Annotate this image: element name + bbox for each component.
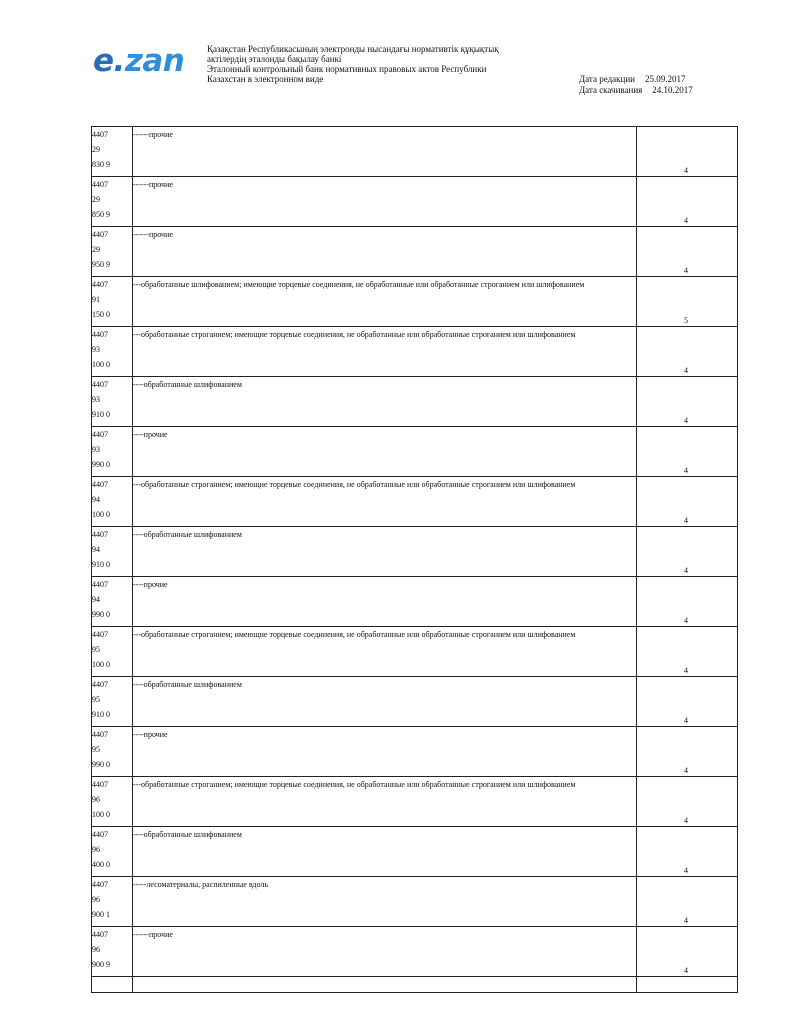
- rate-value: 4: [684, 416, 688, 425]
- tariff-table: [91, 126, 738, 993]
- rate-cell: [637, 427, 738, 477]
- code-cell: [92, 777, 133, 827]
- description-cell: ---обработанные строганием; имеющие торцевые соединения, не обработанные или обработанные строганием или шлифованием: [133, 627, 637, 677]
- code-part: 95: [92, 645, 100, 654]
- code-part: 910 0: [92, 410, 110, 419]
- code-cell: [92, 677, 133, 727]
- code-part: 830 9: [92, 160, 110, 169]
- header-dates: [579, 74, 693, 96]
- code-part: 910 0: [92, 710, 110, 719]
- empty-row: [92, 977, 738, 993]
- rate-cell: [637, 227, 738, 277]
- description-cell: ----прочие: [133, 427, 637, 477]
- table-row: [92, 277, 738, 327]
- code-cell: [92, 327, 133, 377]
- code-part: 4407: [92, 180, 108, 189]
- table-row: [92, 127, 738, 177]
- rate-cell: [637, 477, 738, 527]
- rate-value: 4: [684, 166, 688, 175]
- code-cell: [92, 627, 133, 677]
- code-part: 95: [92, 745, 100, 754]
- code-cell: [92, 727, 133, 777]
- description-cell: ---обработанные шлифованием; имеющие торцевые соединения, не обработанные или обработанные строганием или шлифованием: [133, 277, 637, 327]
- code-part: 93: [92, 345, 100, 354]
- description-cell: ------прочие: [133, 227, 637, 277]
- ezan-logo: e.zan: [93, 43, 185, 79]
- rate-cell: [637, 727, 738, 777]
- header-line: Қазақстан Республикасының электронды нысандағы нормативтік құқықтық: [207, 44, 499, 54]
- code-part: 94: [92, 545, 100, 554]
- empty-cell: [92, 977, 133, 993]
- code-part: 93: [92, 395, 100, 404]
- code-part: 4407: [92, 130, 108, 139]
- code-part: 4407: [92, 830, 108, 839]
- rate-value: 4: [684, 966, 688, 975]
- header-line: актілердің эталонды бақылау банкі: [207, 54, 342, 64]
- rate-cell: [637, 127, 738, 177]
- code-cell: [92, 127, 133, 177]
- code-part: 96: [92, 945, 100, 954]
- description-cell: ----обработанные шлифованием: [133, 527, 637, 577]
- rate-value: 4: [684, 566, 688, 575]
- code-part: 29: [92, 245, 100, 254]
- rate-value: 4: [684, 366, 688, 375]
- code-part: 4407: [92, 380, 108, 389]
- code-part: 96: [92, 895, 100, 904]
- table-row: [92, 727, 738, 777]
- table-row: [92, 777, 738, 827]
- description-cell: -----лесоматериалы, распиленные вдоль: [133, 877, 637, 927]
- description-cell: ---обработанные строганием; имеющие торцевые соединения, не обработанные или обработанные строганием или шлифованием: [133, 477, 637, 527]
- rate-cell: [637, 927, 738, 977]
- code-part: 29: [92, 195, 100, 204]
- code-part: 950 9: [92, 260, 110, 269]
- description-cell: ----прочие: [133, 577, 637, 627]
- code-part: 93: [92, 445, 100, 454]
- rate-cell: [637, 577, 738, 627]
- code-part: 96: [92, 795, 100, 804]
- code-cell: [92, 577, 133, 627]
- code-part: 96: [92, 845, 100, 854]
- table-row: [92, 377, 738, 427]
- code-part: 4407: [92, 580, 108, 589]
- description-cell: ------прочие: [133, 927, 637, 977]
- rate-cell: [637, 177, 738, 227]
- header-title: [207, 44, 499, 84]
- rate-cell: [637, 527, 738, 577]
- code-part: 4407: [92, 930, 108, 939]
- code-part: 150 0: [92, 310, 110, 319]
- table-row: [92, 827, 738, 877]
- code-part: 94: [92, 595, 100, 604]
- rate-value: 4: [684, 466, 688, 475]
- empty-cell: [133, 977, 637, 993]
- code-cell: [92, 427, 133, 477]
- code-part: 400 0: [92, 860, 110, 869]
- code-cell: [92, 177, 133, 227]
- code-part: 4407: [92, 780, 108, 789]
- code-cell: [92, 227, 133, 277]
- code-cell: [92, 377, 133, 427]
- code-part: 4407: [92, 480, 108, 489]
- download-date: Дата скачивания 24.10.2017: [579, 85, 693, 95]
- rate-value: 4: [684, 866, 688, 875]
- header-line: Казахстан в электронном виде: [207, 74, 324, 84]
- description-cell: ----прочие: [133, 727, 637, 777]
- rate-cell: [637, 677, 738, 727]
- rate-cell: [637, 877, 738, 927]
- header-line: Эталонный контрольный банк нормативных правовых актов Республики: [207, 64, 487, 74]
- table-row: [92, 427, 738, 477]
- code-part: 4407: [92, 680, 108, 689]
- code-part: 29: [92, 145, 100, 154]
- code-part: 100 0: [92, 510, 110, 519]
- rate-value: 4: [684, 216, 688, 225]
- code-part: 94: [92, 495, 100, 504]
- empty-cell: [637, 977, 738, 993]
- description-cell: ----обработанные шлифованием: [133, 377, 637, 427]
- table-row: [92, 227, 738, 277]
- code-part: 990 0: [92, 610, 110, 619]
- code-cell: [92, 827, 133, 877]
- code-part: 91: [92, 295, 100, 304]
- code-cell: [92, 477, 133, 527]
- table-row: [92, 327, 738, 377]
- code-part: 4407: [92, 230, 108, 239]
- edit-date: Дата редакции 25.09.2017: [579, 74, 686, 84]
- rate-value: 4: [684, 816, 688, 825]
- rate-value: 4: [684, 716, 688, 725]
- code-part: 900 9: [92, 960, 110, 969]
- table-row: [92, 527, 738, 577]
- rate-value: 4: [684, 916, 688, 925]
- rate-value: 4: [684, 266, 688, 275]
- code-part: 4407: [92, 530, 108, 539]
- description-cell: ---обработанные строганием; имеющие торцевые соединения, не обработанные или обработанные строганием или шлифованием: [133, 777, 637, 827]
- description-cell: ------прочие: [133, 177, 637, 227]
- table-row: [92, 677, 738, 727]
- code-part: 990 0: [92, 760, 110, 769]
- code-part: 95: [92, 695, 100, 704]
- code-cell: [92, 527, 133, 577]
- code-cell: [92, 277, 133, 327]
- code-part: 4407: [92, 730, 108, 739]
- code-part: 990 0: [92, 460, 110, 469]
- code-part: 100 0: [92, 660, 110, 669]
- table-row: [92, 477, 738, 527]
- code-part: 850 9: [92, 210, 110, 219]
- rate-cell: [637, 327, 738, 377]
- rate-value: 4: [684, 766, 688, 775]
- code-part: 4407: [92, 430, 108, 439]
- description-cell: ----обработанные шлифованием: [133, 827, 637, 877]
- code-part: 100 0: [92, 360, 110, 369]
- rate-cell: [637, 827, 738, 877]
- code-part: 100 0: [92, 810, 110, 819]
- code-part: 4407: [92, 330, 108, 339]
- table-row: [92, 877, 738, 927]
- description-cell: ----обработанные шлифованием: [133, 677, 637, 727]
- table-row: [92, 627, 738, 677]
- rate-cell: [637, 627, 738, 677]
- code-part: 4407: [92, 880, 108, 889]
- code-part: 4407: [92, 630, 108, 639]
- code-part: 4407: [92, 280, 108, 289]
- description-cell: ---обработанные строганием; имеющие торцевые соединения, не обработанные или обработанные строганием или шлифованием: [133, 327, 637, 377]
- rate-cell: [637, 777, 738, 827]
- rate-cell: [637, 377, 738, 427]
- code-cell: [92, 877, 133, 927]
- description-cell: ------прочие: [133, 127, 637, 177]
- table-row: [92, 577, 738, 627]
- rate-value: 4: [684, 666, 688, 675]
- code-cell: [92, 927, 133, 977]
- rate-value: 4: [684, 616, 688, 625]
- rate-value: 5: [684, 316, 688, 325]
- code-part: 900 1: [92, 910, 110, 919]
- table-row: [92, 177, 738, 227]
- rate-value: 4: [684, 516, 688, 525]
- table-row: [92, 927, 738, 977]
- rate-cell: [637, 277, 738, 327]
- code-part: 910 0: [92, 560, 110, 569]
